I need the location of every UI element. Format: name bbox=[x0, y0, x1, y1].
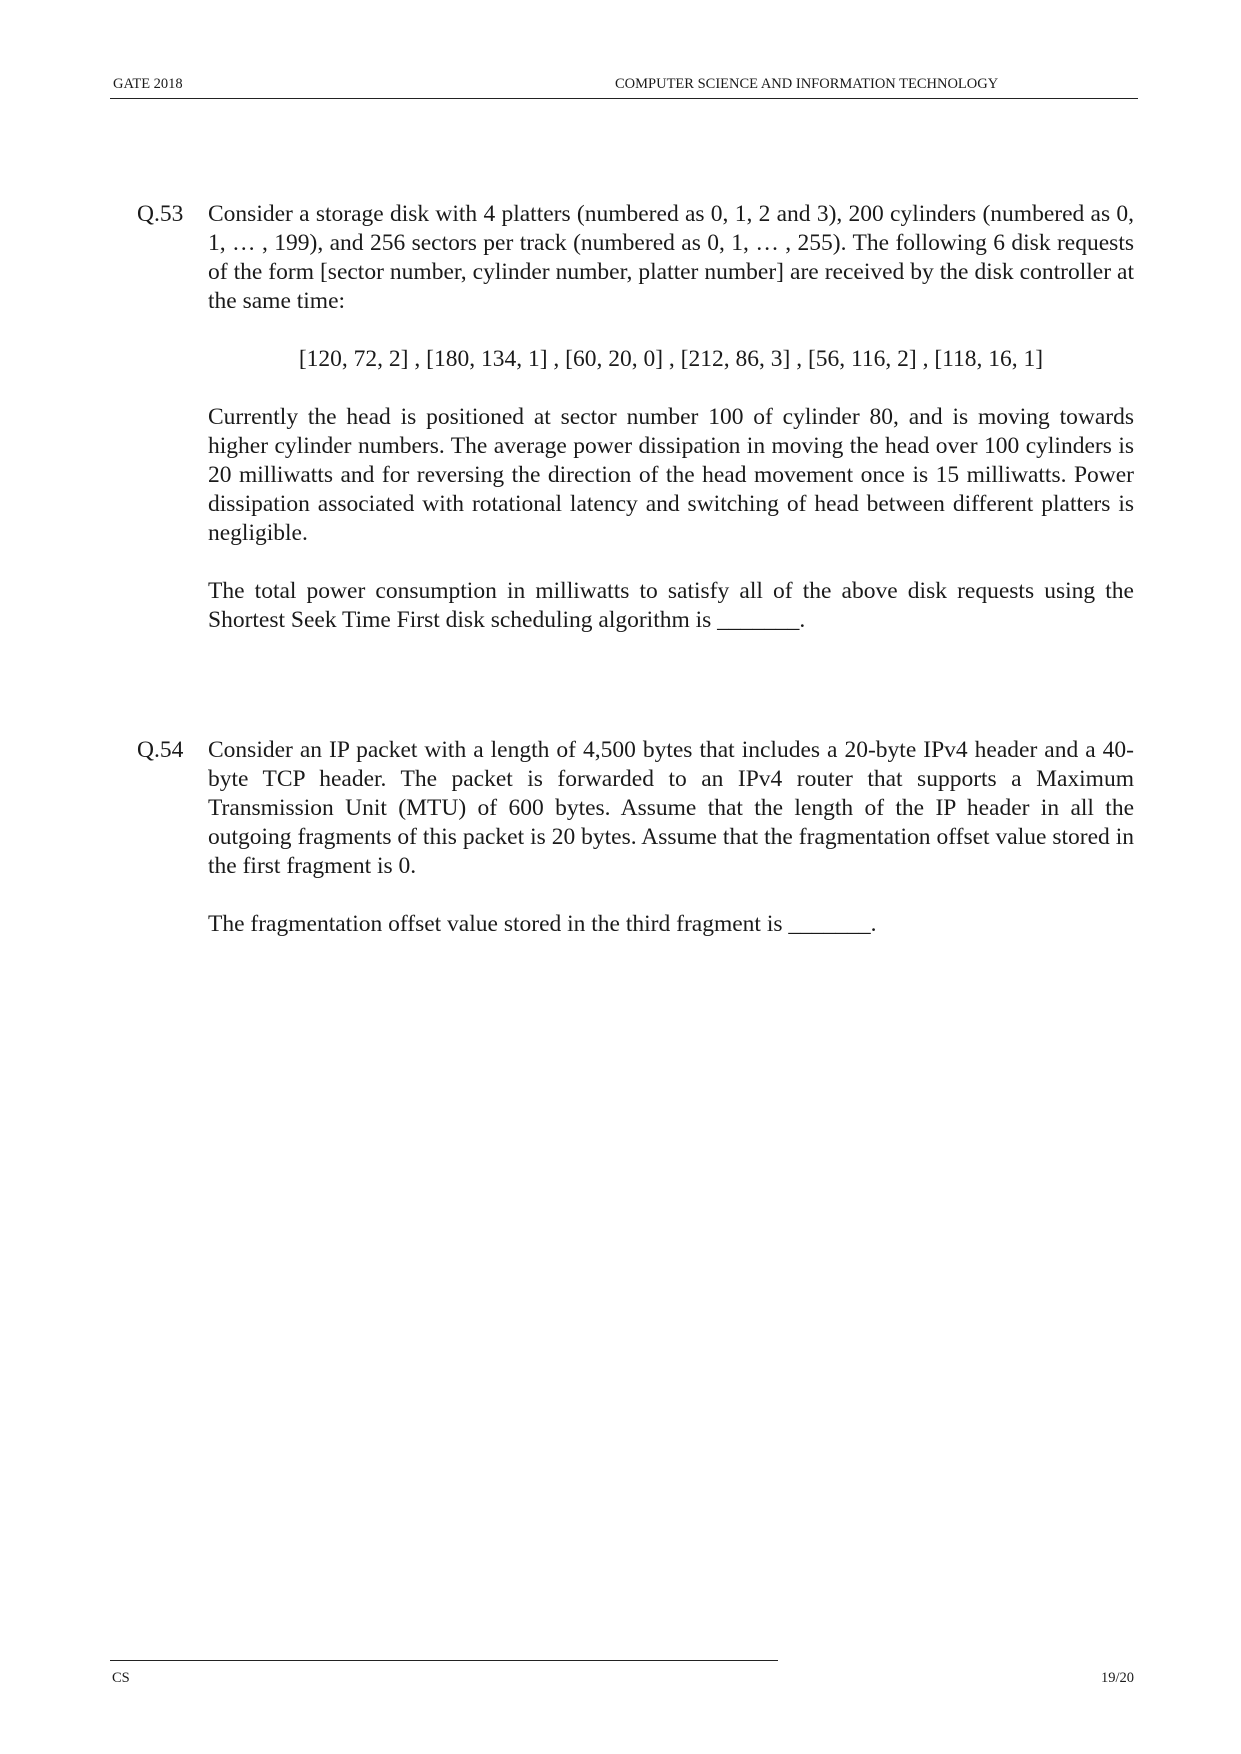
question-number: Q.53 bbox=[137, 201, 184, 227]
question-text: Consider a storage disk with 4 platters (numbered as 0, 1, 2 and 3), 200 cylinders (numbered as 0, 1, … , 199), and 256 sectors per track (numbered as 0, 1, … , 255). The following 6 disk requests of the form [sector number, cylinder number, platter number] are received by the disk controller at the same time: bbox=[208, 201, 1134, 314]
question-number: Q.54 bbox=[137, 737, 184, 763]
page-header bbox=[110, 76, 1138, 99]
paper-code: CS bbox=[112, 1670, 130, 1686]
question-prompt: The fragmentation offset value stored in the third fragment is _______. bbox=[208, 911, 877, 937]
footer-divider bbox=[110, 1660, 778, 1661]
question-prompt: The total power consumption in milliwatts to satisfy all of the above disk requests using the Shortest Seek Time First disk scheduling algorithm is _______. bbox=[208, 578, 1134, 633]
question-body bbox=[208, 736, 1134, 968]
question-text: Currently the head is positioned at sector number 100 of cylinder 80, and is moving towards higher cylinder numbers. The average power dissipation in moving the head over 100 cylinders is 20 milliwatts and for reversing the direction of the head movement once is 15 milliwatts. Power dissipation associated with rotational latency and switching of head between different platters is negligible. bbox=[208, 404, 1134, 546]
question-body bbox=[208, 200, 1134, 664]
disk-requests-list: [120, 72, 2] , [180, 134, 1] , [60, 20, 0] , [212, 86, 3] , [56, 116, 2] , [118, 16, 1] bbox=[298, 346, 1044, 372]
subject-title: COMPUTER SCIENCE AND INFORMATION TECHNOLOGY bbox=[615, 76, 999, 92]
exam-title: GATE 2018 bbox=[113, 76, 183, 92]
question-text: Consider an IP packet with a length of 4,500 bytes that includes a 20-byte IPv4 header and a 40-byte TCP header. The packet is forwarded to an IPv4 router that supports a Maximum Transmission Unit (MTU) of 600 bytes. Assume that the length of the IP header in all the outgoing fragments of this packet is 20 bytes. Assume that the fragmentation offset value stored in the first fragment is 0. bbox=[208, 737, 1134, 879]
page-number: 19/20 bbox=[1100, 1670, 1134, 1686]
